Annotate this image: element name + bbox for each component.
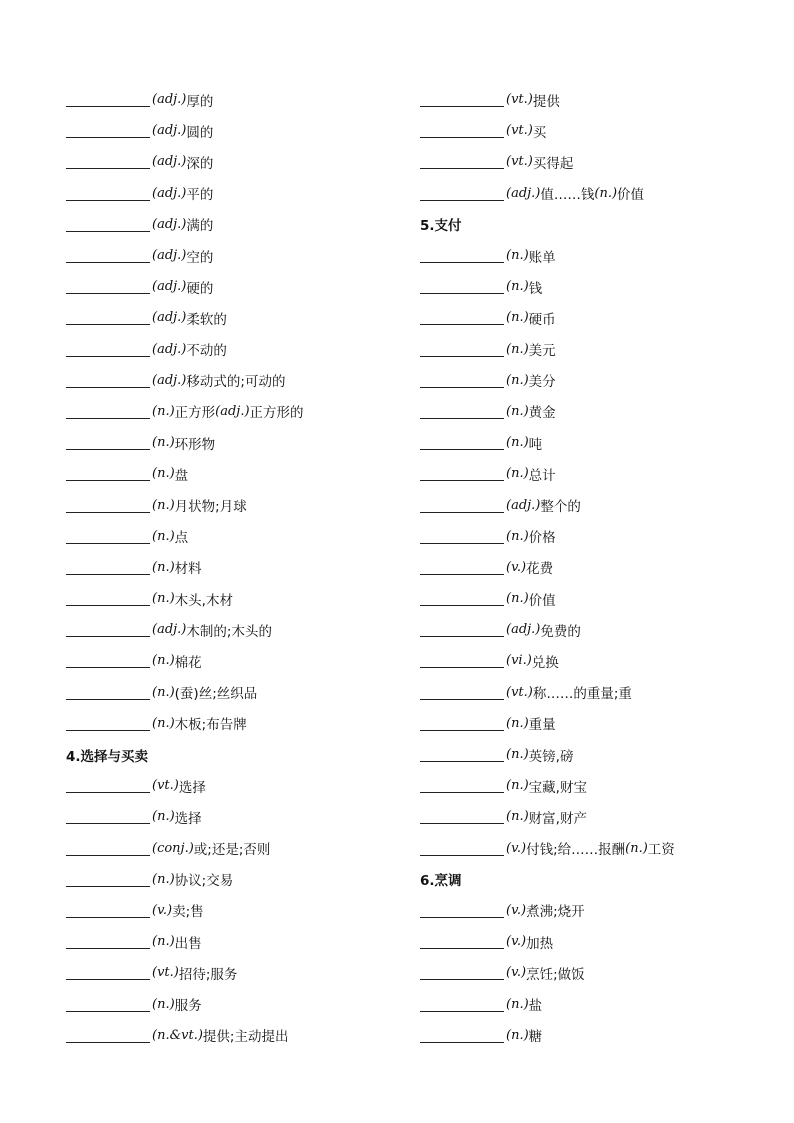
part-of-speech: (adj.) (506, 622, 541, 638)
meaning: 木头,木材 (174, 592, 233, 609)
answer-blank[interactable] (66, 186, 150, 201)
vocab-item (420, 895, 760, 926)
vocab-item (66, 489, 396, 520)
vocab-item (420, 334, 760, 365)
part-of-speech: (vt.) (506, 684, 533, 700)
part-of-speech: (n.) (152, 996, 175, 1012)
answer-blank[interactable] (420, 560, 504, 575)
meaning: 价格 (528, 530, 556, 547)
vocab-item (420, 458, 760, 489)
meaning: 盐 (528, 998, 543, 1015)
meaning: 英镑,磅 (528, 748, 574, 765)
meaning: 烹饪;做饭 (526, 966, 585, 983)
answer-blank[interactable] (420, 965, 504, 980)
part-of-speech-2: (n.) (594, 185, 618, 201)
section-heading-5: 5.支付 (420, 218, 462, 235)
vocab-item (66, 988, 396, 1019)
vocab-item (66, 178, 396, 209)
meaning: 点 (174, 530, 189, 547)
meaning: 选择 (178, 779, 206, 796)
vocab-item (66, 677, 396, 708)
meaning: 值……钱 (540, 187, 595, 204)
vocab-item (66, 146, 396, 177)
meaning: (蚕)丝;丝织品 (174, 686, 258, 703)
meaning: 硬的 (186, 280, 214, 297)
part-of-speech: (v.) (506, 902, 527, 918)
vocab-item (66, 115, 396, 146)
vocab-item (420, 521, 760, 552)
answer-blank[interactable] (420, 997, 504, 1012)
answer-blank[interactable] (66, 622, 150, 637)
vocab-item (66, 396, 396, 427)
part-of-speech: (n.) (152, 871, 175, 887)
meaning: 或;还是;否则 (193, 842, 271, 859)
vocab-item (66, 708, 396, 739)
answer-blank[interactable] (420, 279, 504, 294)
answer-blank[interactable] (420, 342, 504, 357)
meaning: 服务 (174, 998, 202, 1015)
meaning: 价值 (528, 592, 556, 609)
answer-blank[interactable] (66, 591, 150, 606)
meaning: 空的 (186, 249, 214, 266)
answer-blank[interactable] (66, 466, 150, 481)
part-of-speech: (adj.) (152, 341, 187, 357)
meaning: 兑换 (531, 654, 559, 671)
meaning: 加热 (526, 935, 554, 952)
part-of-speech: (n.) (506, 778, 529, 794)
vocab-item (66, 458, 396, 489)
part-of-speech: (n.) (152, 653, 175, 669)
part-of-speech: (n.) (506, 279, 529, 295)
meaning: 木制的;木头的 (186, 623, 272, 640)
meaning: 招待;服务 (178, 966, 238, 983)
meaning: 出售 (174, 935, 202, 952)
answer-blank[interactable] (66, 498, 150, 513)
meaning: 免费的 (540, 623, 581, 640)
vocab-item (420, 365, 760, 396)
vocab-item (420, 988, 760, 1019)
answer-blank[interactable] (66, 778, 150, 793)
part-of-speech: (n.) (506, 747, 529, 763)
part-of-speech: (n.) (506, 372, 529, 388)
answer-blank[interactable] (66, 560, 150, 575)
vocab-item (66, 552, 396, 583)
answer-blank[interactable] (66, 872, 150, 887)
vocab-item (66, 895, 396, 926)
answer-blank[interactable] (420, 685, 504, 700)
part-of-speech: (adj.) (506, 185, 541, 201)
part-of-speech: (n.) (506, 1027, 529, 1043)
meaning-2: 工资 (647, 842, 675, 859)
vocab-item (66, 302, 396, 333)
section-heading-6: 6.烹调 (420, 873, 462, 890)
vocab-item (66, 801, 396, 832)
meaning: 糖 (528, 1029, 543, 1046)
meaning: 圆的 (186, 124, 214, 141)
answer-blank[interactable] (66, 123, 150, 138)
meaning: 满的 (186, 218, 214, 235)
meaning-2: 价值 (617, 187, 645, 204)
answer-blank[interactable] (420, 1028, 504, 1043)
part-of-speech: (n.) (506, 248, 529, 264)
vocab-item (420, 1020, 760, 1051)
answer-blank[interactable] (66, 903, 150, 918)
answer-blank[interactable] (66, 342, 150, 357)
part-of-speech: (adj.) (152, 279, 187, 295)
answer-blank[interactable] (420, 809, 504, 824)
meaning: 整个的 (540, 499, 581, 516)
part-of-speech: (vt.) (506, 123, 533, 139)
meaning: 称……的重量;重 (532, 686, 632, 703)
part-of-speech: (n.) (506, 310, 529, 326)
part-of-speech: (adj.) (152, 622, 187, 638)
meaning: 黄金 (528, 405, 556, 422)
vocab-item (420, 614, 760, 645)
answer-blank[interactable] (420, 622, 504, 637)
answer-blank[interactable] (66, 934, 150, 949)
part-of-speech: (vt.) (506, 154, 533, 170)
part-of-speech: (adj.) (152, 310, 187, 326)
part-of-speech: (n.) (152, 497, 175, 513)
part-of-speech: (n.) (152, 591, 175, 607)
answer-blank[interactable] (66, 154, 150, 169)
part-of-speech: (n.) (506, 341, 529, 357)
part-of-speech: (n.) (152, 559, 175, 575)
answer-blank[interactable] (66, 310, 150, 325)
answer-blank[interactable] (420, 778, 504, 793)
part-of-speech: (adj.) (152, 216, 187, 232)
vocab-item (420, 396, 760, 427)
vocab-item (66, 521, 396, 552)
vocab-item (420, 427, 760, 458)
part-of-speech: (n.) (506, 528, 529, 544)
vocab-item (420, 708, 760, 739)
vocab-item (66, 209, 396, 240)
meaning-2: 正方形的 (249, 405, 304, 422)
vocab-item (66, 645, 396, 676)
vocab-item (66, 864, 396, 895)
meaning: 吨 (528, 436, 543, 453)
meaning: 美分 (528, 374, 556, 391)
vocab-item (420, 84, 760, 115)
vocab-item (66, 583, 396, 614)
answer-blank[interactable] (66, 217, 150, 232)
answer-blank[interactable] (420, 934, 504, 949)
answer-blank[interactable] (66, 279, 150, 294)
meaning: 付钱;给……报酬 (526, 842, 626, 859)
part-of-speech: (n.) (506, 403, 529, 419)
answer-blank[interactable] (420, 716, 504, 731)
meaning: 花费 (526, 561, 554, 578)
part-of-speech-2: (adj.) (215, 403, 250, 419)
part-of-speech: (n.) (152, 466, 175, 482)
vocab-item (420, 739, 760, 770)
left-column (66, 84, 396, 1051)
meaning: 环形物 (174, 436, 216, 453)
part-of-speech: (v.) (506, 934, 527, 950)
answer-blank[interactable] (66, 841, 150, 856)
meaning: 正方形 (174, 405, 216, 422)
part-of-speech: (adj.) (152, 154, 187, 170)
part-of-speech: (n.) (506, 809, 529, 825)
vocab-item (420, 770, 760, 801)
right-column (420, 84, 760, 1051)
answer-blank[interactable] (66, 1028, 150, 1043)
meaning: 总计 (528, 467, 556, 484)
answer-blank[interactable] (420, 373, 504, 388)
answer-blank[interactable] (420, 747, 504, 762)
meaning: 月状物;月球 (174, 499, 247, 516)
answer-blank[interactable] (420, 529, 504, 544)
meaning: 提供;主动提出 (202, 1029, 289, 1046)
part-of-speech: (adj.) (152, 92, 187, 108)
meaning: 买得起 (532, 155, 574, 172)
vocab-item (420, 926, 760, 957)
answer-blank[interactable] (420, 248, 504, 263)
answer-blank[interactable] (66, 716, 150, 731)
vocab-item (66, 271, 396, 302)
vocab-item (420, 801, 760, 832)
meaning: 盘 (174, 467, 189, 484)
vocab-item (420, 115, 760, 146)
meaning: 移动式的;可动的 (186, 374, 286, 391)
vocab-item (420, 489, 760, 520)
vocab-item (420, 677, 760, 708)
vocab-item (66, 614, 396, 645)
meaning: 平的 (186, 187, 214, 204)
answer-blank[interactable] (66, 404, 150, 419)
answer-blank[interactable] (420, 186, 504, 201)
meaning: 美元 (528, 343, 556, 360)
section-heading-4: 4.选择与买卖 (66, 748, 149, 765)
answer-blank[interactable] (420, 591, 504, 606)
part-of-speech-2: (n.) (625, 840, 648, 856)
answer-blank[interactable] (66, 529, 150, 544)
answer-blank[interactable] (66, 997, 150, 1012)
answer-blank[interactable] (420, 154, 504, 169)
part-of-speech: (n.) (506, 435, 529, 451)
part-of-speech: (vi.) (506, 653, 532, 669)
vocab-item (420, 271, 760, 302)
answer-blank[interactable] (66, 248, 150, 263)
vocab-item (420, 552, 760, 583)
vocab-item (66, 770, 396, 801)
part-of-speech: (adj.) (152, 185, 187, 201)
meaning: 协议;交易 (174, 873, 234, 890)
part-of-speech: (adj.) (152, 248, 187, 264)
part-of-speech: (adj.) (152, 372, 187, 388)
vocab-item (420, 833, 760, 864)
vocab-item (420, 146, 760, 177)
part-of-speech: (n.) (506, 466, 529, 482)
vocab-item (66, 833, 396, 864)
part-of-speech: (n.) (506, 715, 529, 731)
meaning: 煮沸;烧开 (526, 904, 585, 921)
answer-blank[interactable] (66, 809, 150, 824)
answer-blank[interactable] (420, 466, 504, 481)
meaning: 厚的 (186, 93, 214, 110)
meaning: 宝藏,财宝 (528, 779, 587, 796)
part-of-speech: (n.) (506, 591, 529, 607)
meaning: 卖;售 (172, 904, 204, 921)
part-of-speech: (n.) (152, 403, 175, 419)
vocab-item (66, 334, 396, 365)
meaning: 钱 (528, 280, 543, 297)
answer-blank[interactable] (66, 653, 150, 668)
answer-blank[interactable] (66, 373, 150, 388)
vocab-item (66, 84, 396, 115)
vocab-item (420, 240, 760, 271)
part-of-speech: (vt.) (152, 965, 179, 981)
answer-blank[interactable] (420, 435, 504, 450)
part-of-speech: (conj.) (152, 840, 194, 856)
vocab-item (66, 365, 396, 396)
meaning: 买 (532, 124, 547, 141)
meaning: 柔软的 (186, 311, 227, 328)
meaning: 不动的 (186, 343, 227, 360)
part-of-speech: (vt.) (152, 778, 179, 794)
vocab-item (420, 302, 760, 333)
answer-blank[interactable] (420, 498, 504, 513)
part-of-speech: (v.) (506, 965, 527, 981)
answer-blank[interactable] (420, 92, 504, 107)
answer-blank[interactable] (420, 310, 504, 325)
vocab-item (420, 645, 760, 676)
part-of-speech: (n.) (152, 715, 175, 731)
meaning: 木板;布告牌 (174, 717, 247, 734)
meaning: 硬币 (528, 311, 556, 328)
meaning: 选择 (174, 810, 202, 827)
answer-blank[interactable] (420, 653, 504, 668)
vocab-item (66, 1020, 396, 1051)
part-of-speech: (n.&vt.) (152, 1027, 203, 1043)
meaning: 财富,财产 (528, 810, 587, 827)
part-of-speech: (n.) (152, 528, 175, 544)
answer-blank[interactable] (420, 404, 504, 419)
meaning: 账单 (528, 249, 556, 266)
answer-blank[interactable] (66, 435, 150, 450)
answer-blank[interactable] (66, 92, 150, 107)
vocab-item (66, 926, 396, 957)
meaning: 材料 (174, 561, 202, 578)
meaning: 重量 (528, 717, 556, 734)
vocab-item (420, 583, 760, 614)
meaning: 深的 (186, 155, 214, 172)
part-of-speech: (n.) (152, 684, 175, 700)
part-of-speech: (v.) (506, 840, 527, 856)
answer-blank[interactable] (66, 965, 150, 980)
part-of-speech: (adj.) (506, 497, 541, 513)
meaning: 棉花 (174, 654, 202, 671)
answer-blank[interactable] (420, 841, 504, 856)
part-of-speech: (n.) (152, 934, 175, 950)
part-of-speech: (v.) (506, 559, 527, 575)
answer-blank[interactable] (66, 685, 150, 700)
vocab-item (66, 957, 396, 988)
part-of-speech: (n.) (506, 996, 529, 1012)
vocab-item (66, 240, 396, 271)
part-of-speech: (adj.) (152, 123, 187, 139)
vocab-item (66, 427, 396, 458)
meaning: 提供 (532, 93, 560, 110)
answer-blank[interactable] (420, 123, 504, 138)
part-of-speech: (n.) (152, 809, 175, 825)
answer-blank[interactable] (420, 903, 504, 918)
vocab-item (420, 957, 760, 988)
part-of-speech: (n.) (152, 435, 175, 451)
part-of-speech: (vt.) (506, 92, 533, 108)
part-of-speech: (v.) (152, 902, 173, 918)
vocab-item (420, 178, 760, 209)
